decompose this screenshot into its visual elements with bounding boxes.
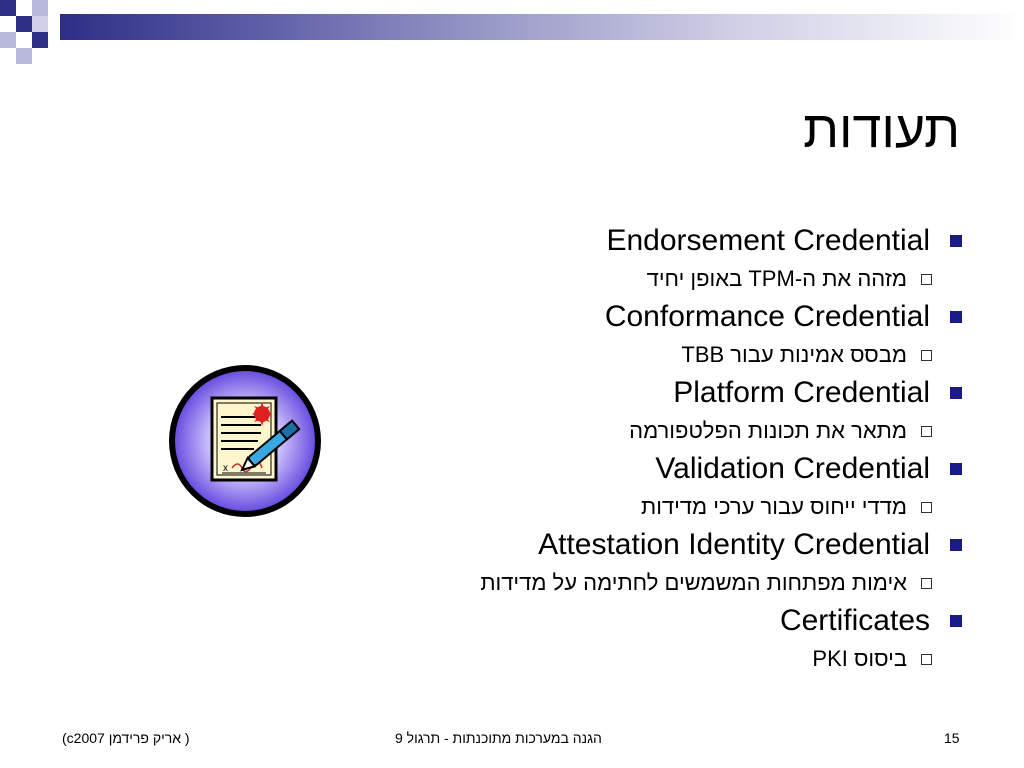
footer-course-title: הגנה במערכות מתוכנתות - תרגול 9 bbox=[395, 730, 602, 746]
deco-square bbox=[16, 16, 32, 32]
slide-number: 15 bbox=[944, 730, 960, 746]
sub-bullet-item bbox=[322, 564, 962, 602]
bullet-list bbox=[322, 222, 962, 678]
deco-square bbox=[32, 0, 48, 16]
deco-square bbox=[32, 32, 48, 48]
hollow-square-bullet-icon bbox=[921, 502, 932, 513]
hollow-square-bullet-icon bbox=[921, 654, 932, 665]
sub-bullet-item bbox=[322, 336, 962, 374]
bullet-item bbox=[322, 298, 962, 336]
deco-square bbox=[16, 0, 32, 16]
square-bullet-icon bbox=[950, 387, 962, 399]
bullet-item bbox=[322, 602, 962, 640]
square-bullet-icon bbox=[950, 463, 962, 475]
sub-bullet-item bbox=[322, 412, 962, 450]
bullet-text: Validation Credential bbox=[655, 452, 930, 485]
bullet-item bbox=[322, 374, 962, 412]
sub-bullet-item bbox=[322, 640, 962, 678]
bullet-text: Conformance Credential bbox=[604, 300, 930, 333]
sub-bullet-item bbox=[322, 260, 962, 298]
sub-bullet-text: אימות מפתחות המשמשים לחתימה על מדידות bbox=[480, 570, 907, 595]
hollow-square-bullet-icon bbox=[921, 350, 932, 361]
header-gradient-bar bbox=[60, 14, 1024, 40]
bullet-text: Attestation Identity Credential bbox=[538, 528, 930, 561]
bullet-item bbox=[322, 450, 962, 488]
square-bullet-icon bbox=[950, 311, 962, 323]
hollow-square-bullet-icon bbox=[921, 426, 932, 437]
footer-copyright: (c2007 אריק פרידמן ) bbox=[62, 730, 190, 746]
bullet-text: Certificates bbox=[779, 604, 930, 637]
svg-text:x: x bbox=[223, 463, 228, 474]
bullet-item bbox=[322, 526, 962, 564]
sub-bullet-text: מזהה את ה-TPM באופן יחיד bbox=[646, 266, 907, 291]
sub-bullet-text: מדדי ייחוס עבור ערכי מדידות bbox=[641, 494, 907, 519]
square-bullet-icon bbox=[950, 539, 962, 551]
deco-square bbox=[16, 48, 32, 64]
hollow-square-bullet-icon bbox=[921, 274, 932, 285]
sub-bullet-text: מבסס אמינות עבור TBB bbox=[681, 342, 907, 367]
certificate-pen-icon bbox=[166, 362, 324, 520]
deco-square bbox=[0, 0, 16, 16]
sub-bullet-item bbox=[322, 488, 962, 526]
sub-bullet-text: ביסוס PKI bbox=[812, 646, 907, 671]
square-bullet-icon bbox=[950, 615, 962, 627]
square-bullet-icon bbox=[950, 235, 962, 247]
bullet-text: Endorsement Credential bbox=[606, 224, 930, 257]
slide-title: תעודות bbox=[803, 101, 960, 159]
hollow-square-bullet-icon bbox=[921, 578, 932, 589]
deco-square bbox=[32, 16, 48, 32]
bullet-text: Platform Credential bbox=[673, 376, 930, 409]
deco-square bbox=[0, 32, 16, 48]
bullet-item bbox=[322, 222, 962, 260]
sub-bullet-text: מתאר את תכונות הפלטפורמה bbox=[629, 418, 907, 443]
